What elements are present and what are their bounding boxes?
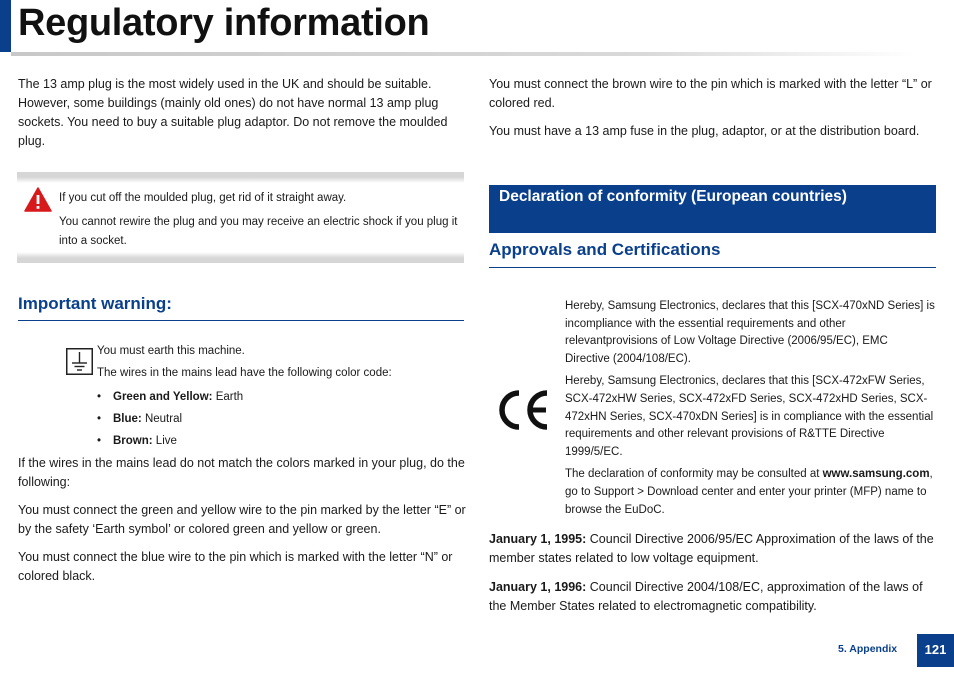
green-wire-paragraph: You must connect the green and yellow wire to the pin marked by the letter “E” or by the safety ‘Earth symbol’ or colored green and yellow or green. (18, 503, 466, 536)
wire-color-value: Earth (212, 391, 244, 403)
ce-paragraph-3-text: The declaration of conformity may be consulted at (565, 468, 823, 481)
title-accent-bar (0, 0, 11, 52)
ce-paragraph-3 (565, 466, 935, 519)
ce-paragraph-3-text-end: , go to Support > Download center and enter your printer (MFP) name to browse the EuDoC. (565, 468, 933, 516)
page-number-badge: 121 (917, 634, 954, 667)
brown-wire-paragraph: You must connect the brown wire to the pin which is marked with the letter “L” or colored red. (489, 77, 932, 110)
wire-color-label: Brown: (113, 435, 153, 447)
ce-mark-icon (497, 388, 552, 432)
earth-instructions (97, 340, 467, 452)
important-warning-heading: Important warning: (18, 294, 172, 313)
earth-line-2: The wires in the mains lead have the following color code: (97, 367, 392, 379)
wire-color-label: Blue: (113, 413, 142, 425)
wire-color-label: Green and Yellow: (113, 391, 213, 403)
date-text: Council Directive 2004/108/EC, approximation of the laws of the Member States related to electromagnetic compatibility. (489, 580, 923, 613)
date-label: January 1, 1995: (489, 532, 587, 546)
earth-line-1: You must earth this machine. (97, 345, 245, 357)
footer-section-label: 5. Appendix (838, 643, 898, 655)
approvals-heading: Approvals and Certifications (489, 240, 721, 259)
list-item (97, 408, 467, 430)
directive-dates (489, 530, 939, 626)
left-column (18, 75, 464, 160)
warning-line-1: If you cut off the moulded plug, get rid of it straight away. (59, 192, 347, 204)
wire-color-value: Live (152, 435, 177, 447)
date-label: January 1, 1996: (489, 580, 587, 594)
directive-1995 (489, 530, 939, 568)
list-item (97, 386, 467, 408)
ce-paragraph-2: Hereby, Samsung Electronics, declares that this [SCX-472xFW Series, SCX-472xHW Series, SCX-472xFD Series, SCX-472xHD Series, SCX-472xHN Series, SCX-470xDN Series] is in compliance with the essential requirements and other relevant provisions of R&TTE Directive 1999/5/EC. (565, 375, 934, 458)
ce-paragraph-1: Hereby, Samsung Electronics, declares that this [SCX-470xND Series] is incompliance with the essential requirements and other relevantprovisions of Low Voltage Directive (2006/95/EC), EMC Directive (2004/108/EC). (565, 300, 935, 365)
samsung-website-link[interactable]: www.samsung.com (822, 468, 930, 481)
right-column (489, 75, 936, 150)
warning-text (59, 189, 459, 256)
warning-line-2: You cannot rewire the plug and you may receive an electric shock if you plug it into a socket. (59, 216, 458, 247)
directive-1996 (489, 578, 939, 616)
intro-paragraph: The 13 amp plug is the most widely used in the UK and should be suitable. However, some buildings (mainly old ones) do not have normal 13 amp plug sockets. You need to buy a suitable plug adaptor. Do not remove the moulded plug. (18, 77, 448, 148)
approvals-rule (489, 267, 936, 268)
list-item (97, 430, 467, 452)
warning-box (17, 172, 464, 263)
blue-wire-paragraph: You must connect the blue wire to the pin which is marked with the letter “N” or colored black. (18, 550, 453, 583)
page-title: Regulatory information (18, 2, 430, 44)
declaration-heading-bar (489, 185, 936, 233)
left-column-lower (18, 454, 466, 595)
ground-symbol-icon (66, 348, 93, 375)
fuse-paragraph: You must have a 13 amp fuse in the plug, adaptor, or at the distribution board. (489, 124, 920, 138)
declaration-heading: Declaration of conformity (European countries) (499, 188, 847, 205)
mismatch-paragraph: If the wires in the mains lead do not match the colors marked in your plug, do the following: (18, 456, 465, 489)
title-divider (11, 52, 916, 56)
warning-triangle-icon (24, 187, 52, 213)
wire-color-value: Neutral (141, 413, 183, 425)
important-warning-rule (18, 320, 464, 321)
ce-declarations (565, 298, 935, 524)
wire-color-list (97, 386, 467, 452)
date-text: Council Directive 2006/95/EC Approximation of the laws of the member states related to low voltage equipment. (489, 532, 934, 565)
